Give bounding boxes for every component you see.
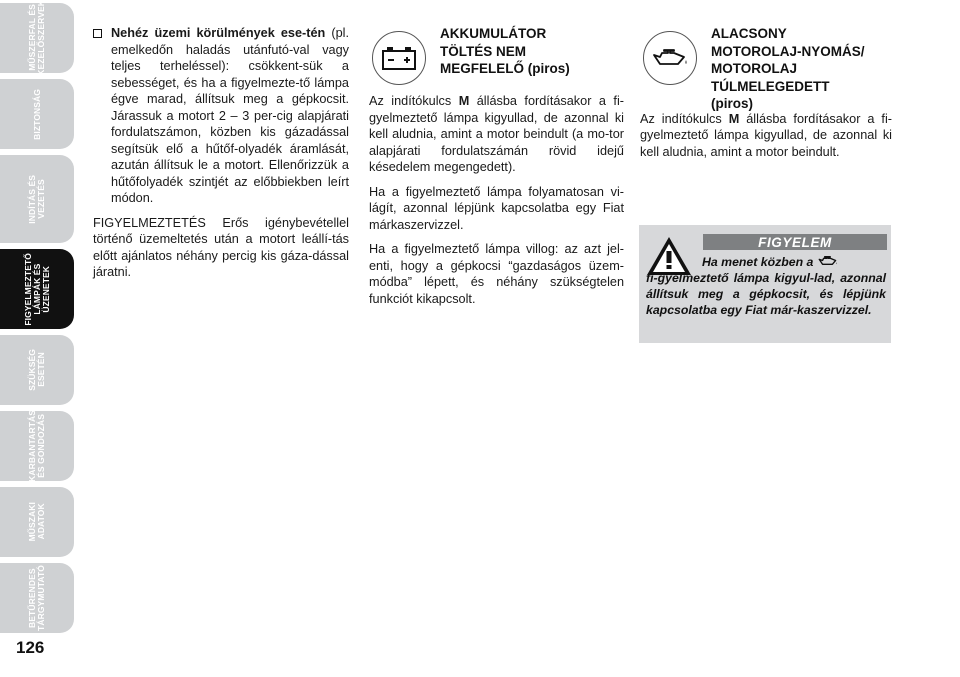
tab-label: MŰSZAKI ADATOK	[27, 502, 46, 542]
tab-inditas[interactable]	[0, 155, 74, 243]
bullet-text: (pl. emelkedőn haladás utánfutó-val vagy teljes terheléssel): csökkent-sük a sebességet, és ha a figyelmezte-tő lámpa égve marad, állítsuk meg a gépkocsit. Járassuk a motort 2 – 3 per-cig alapjárati fordulatszámon, közben kis gázadással segítsük elő a hűtőf-olyadék áramlását, azután állítsuk le a motort. Ellenőrizzük a hűtőfolyadék szintjét az előbbiekben leírt módon.	[111, 26, 349, 205]
tab-label: FIGYELMEZTETŐ LÁMPÁK ÉS ÜZENETEK	[22, 252, 51, 326]
battery-paragraph-3: Ha a figyelmeztető lámpa villog: az azt jel-enti, hogy a gépkocsi “gazdaságos üzem-módba” lépett, és néhány szükségtelen funkciót kikapcsolt.	[369, 242, 624, 306]
tab-label: BETŰRENDES TÁRGYMUTATÓ	[27, 565, 46, 631]
battery-icon	[372, 31, 426, 85]
warning-text: Ha menet közben a fi-gyelmeztető lámpa kigyul-lad, azonnal állítsuk meg a gépkocsit, és lépjünk kapcsolatba egy Fiat már-kaszervizzel.	[646, 255, 886, 317]
tab-label: KARBANTARTÁS ÉS GONDOZÁS	[27, 410, 46, 482]
oil-can-icon	[817, 255, 839, 267]
column-1	[93, 25, 349, 289]
tab-label: SZÜKSÉG ESETÉN	[27, 349, 46, 391]
tab-biztonsag[interactable]	[0, 79, 74, 149]
tab-muszerfal[interactable]	[0, 0, 74, 76]
note-paragraph: FIGYELMEZTETÉS Erős igénybevétellel történő üzemeltetés után a motort leállí-tás előtt ajánlatos néhány percig kis gáza-dással járatni.	[93, 215, 349, 279]
side-tab-nav	[0, 0, 78, 677]
battery-section-header	[369, 25, 624, 85]
tab-betu[interactable]	[0, 563, 74, 633]
tab-karbantartas[interactable]	[0, 411, 74, 481]
battery-paragraph-1: Az indítókulcs M állásba fordításakor a fi-gyelmeztető lámpa kigyullad, de azonnal ki kell aludnia, amint a motor beindult (a mo-tor alapjárati fordulatszámán rövid idejű késedelem megengedett).	[369, 94, 624, 174]
oil-can-icon	[643, 31, 697, 85]
bullet-item	[93, 25, 349, 207]
column-3	[640, 25, 892, 168]
bullet-bold: Nehéz üzemi körülmények ese-tén	[111, 26, 326, 40]
column-2	[369, 25, 624, 315]
warning-box	[639, 225, 891, 343]
tab-label: MŰSZERFAL ÉS KEZELŐSZERVEK	[27, 0, 46, 76]
battery-section-title: AKKUMULÁTOR TÖLTÉS NEM MEGFELELŐ (piros)	[440, 26, 570, 76]
oil-section-header	[640, 25, 892, 113]
oil-paragraph-1: Az indítókulcs M állásba fordításakor a fi-gyelmeztető lámpa kigyullad, de azonnal ki kell aludnia, amint a motor beindult.	[640, 111, 892, 159]
tab-muszaki[interactable]	[0, 487, 74, 557]
bullet-square-icon	[93, 29, 102, 38]
tab-figyelmezteto[interactable]	[0, 249, 74, 329]
warning-banner: FIGYELEM	[703, 234, 887, 250]
oil-section-title: ALACSONY MOTOROLAJ-NYOMÁS/ MOTOROLAJ TÚLMELEGEDETT (piros)	[711, 26, 865, 111]
tab-szukseg[interactable]	[0, 335, 74, 405]
tab-label: BIZTONSÁG	[31, 88, 42, 140]
page-number: 126	[16, 638, 45, 657]
tab-label: INDÍTÁS ÉS VEZETÉS	[27, 174, 46, 224]
battery-paragraph-2: Ha a figyelmeztető lámpa folyamatosan vi-lágít, azonnal lépjünk kapcsolatba egy Fiat márkaszervizzel.	[369, 184, 624, 232]
